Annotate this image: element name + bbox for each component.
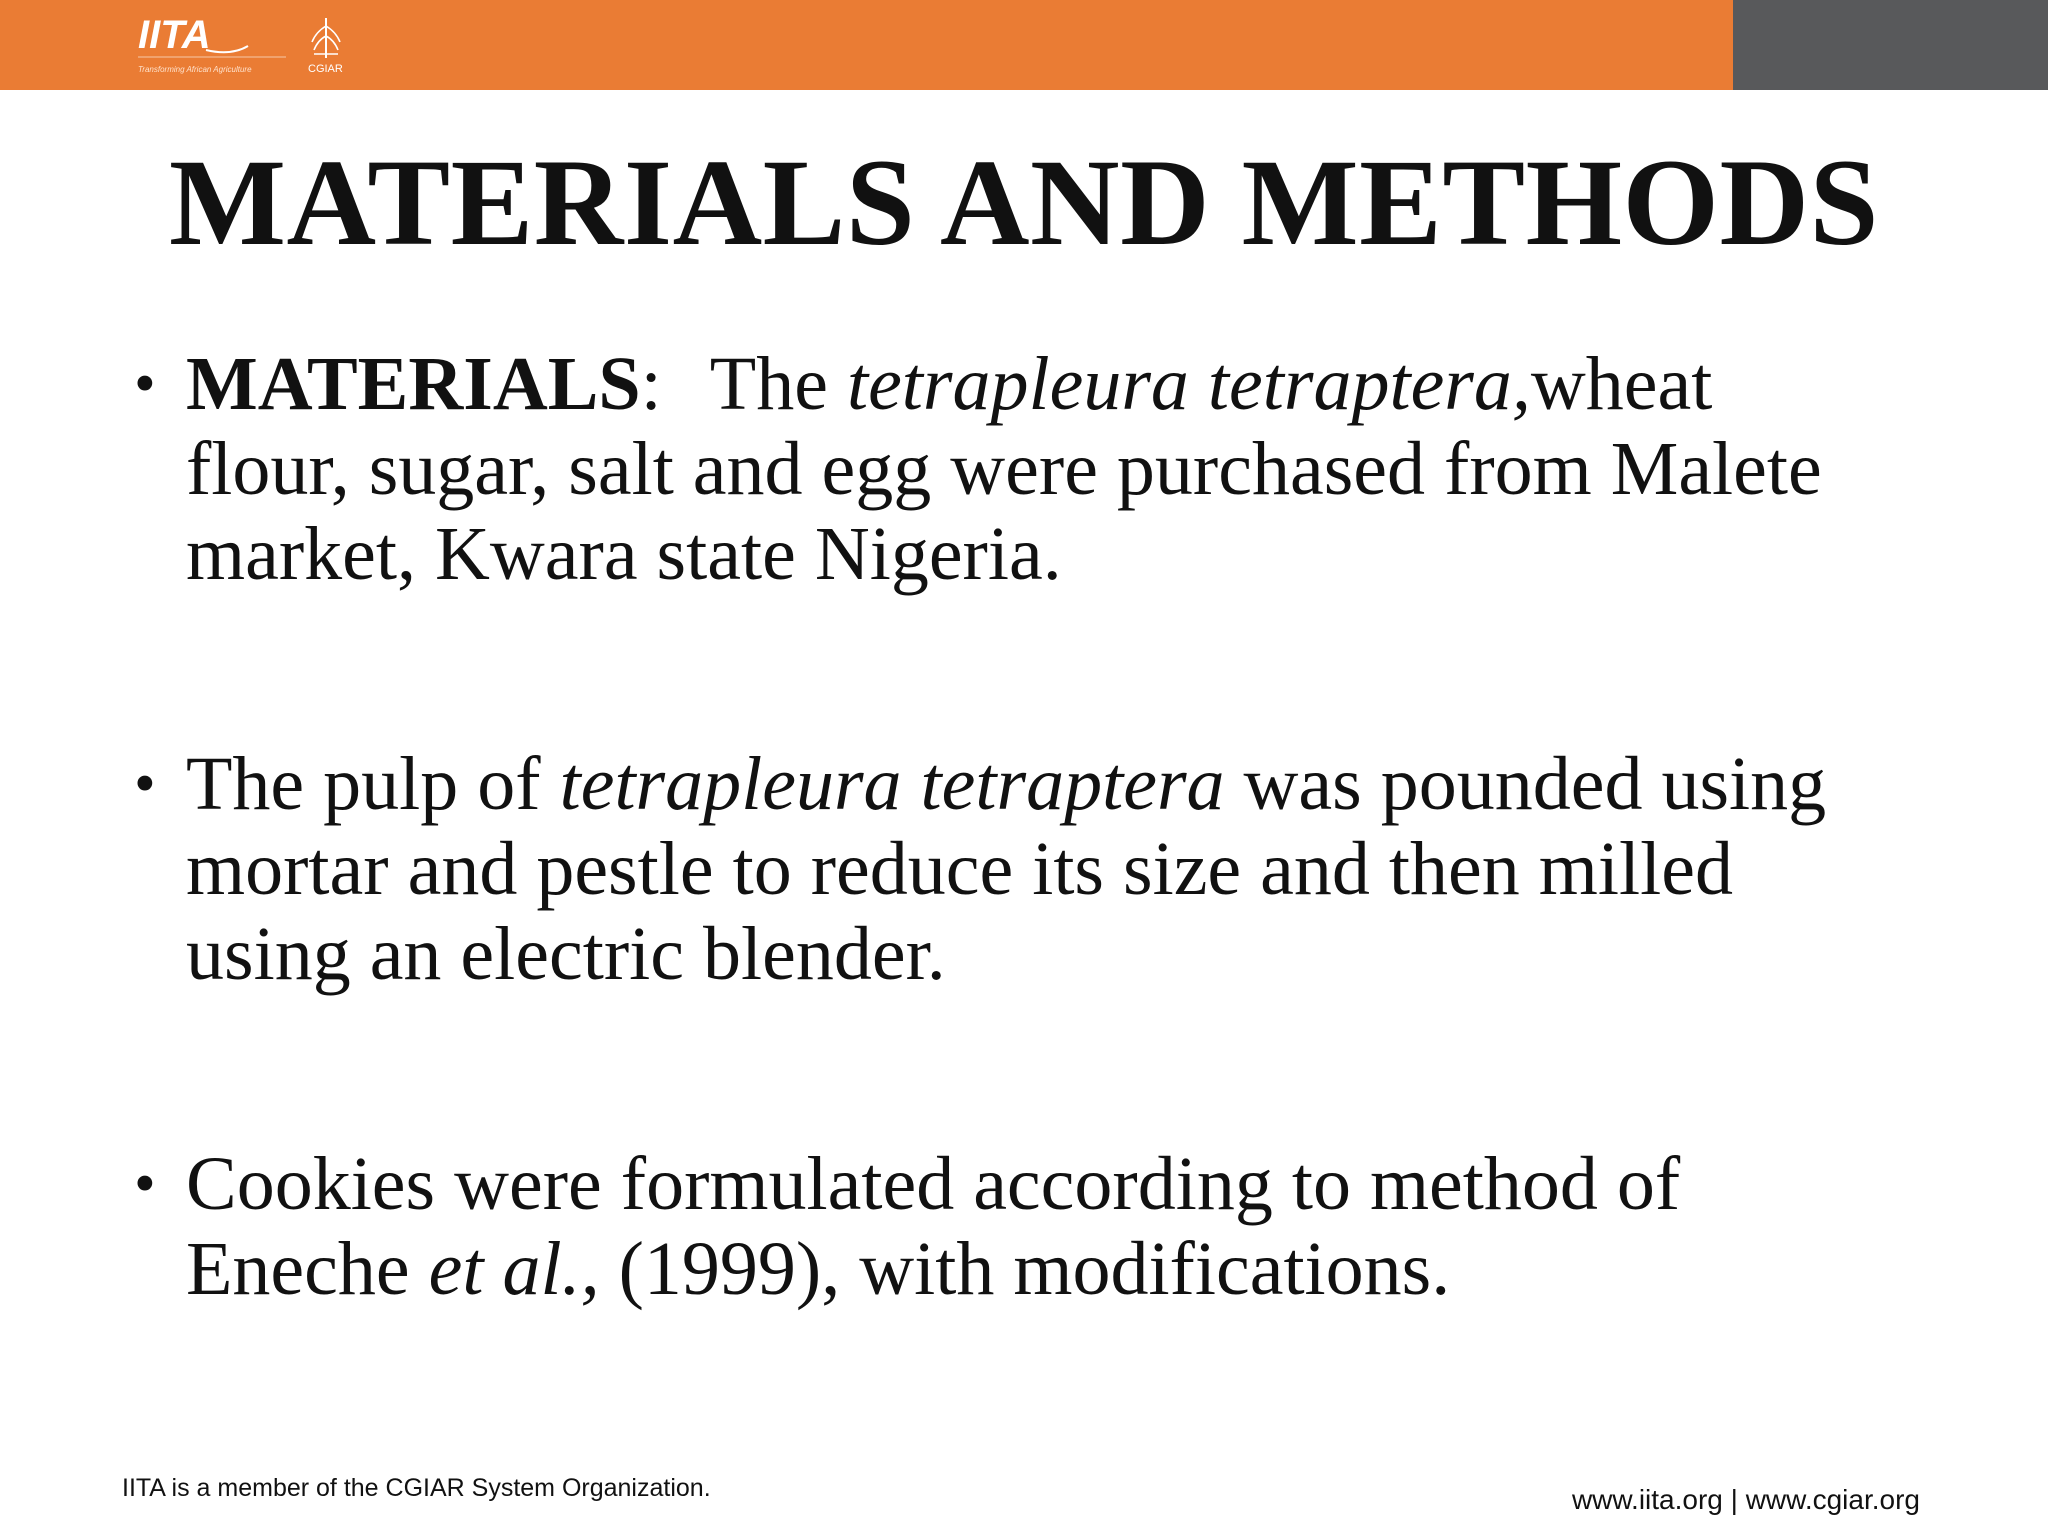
footer-website-links: www.iita.org | www.cgiar.org [1571,1484,1920,1515]
bullet-line3: using an electric blender. [186,912,946,996]
bullet-materials [134,342,1934,597]
bullet-line2-rest: (1999), with modifications. [618,1227,1451,1311]
iita-logo-tagline: Transforming African Agriculture [138,65,252,74]
species-name: tetrapleura tetraptera [559,742,1225,826]
iita-cgiar-logo [136,10,356,82]
materials-label: MATERIALS [186,342,641,426]
footer-membership-note: IITA is a member of the CGIAR System Organization. [122,1474,711,1502]
bullet-line1-rest: wheat [1530,342,1713,426]
bullet-dot-icon: • [134,350,156,418]
bullet-line2: mortar and pestle to reduce its size and then milled [186,827,1733,911]
cgiar-emblem-icon [312,18,340,58]
cgiar-logo-text: CGIAR [308,63,343,75]
bullet-line1-rest: was pounded using [1243,742,1827,826]
citation-et-al: et al., [428,1227,600,1311]
bullet-pulp-preparation [134,742,1934,997]
logo-graphic [136,10,356,82]
bullet-dot-icon: • [134,1150,156,1218]
bullet-body [186,1142,1934,1312]
bullet-line2: flour, sugar, salt and egg were purchased from Malete [186,427,1822,511]
bullet-dot-icon: • [134,750,156,818]
citation-author: Eneche [186,1227,410,1311]
iita-logo-text: IITA [138,13,211,57]
bullet-lead-text: The [709,342,828,426]
bullet-line3: market, Kwara state Nigeria. [186,512,1062,596]
bullet-body [186,742,1934,997]
bullet-lead-text: The pulp of [186,742,541,826]
bullet-line1: Cookies were formulated according to method of [186,1142,1681,1226]
species-name: tetrapleura tetraptera, [846,342,1531,426]
header-corner-block [1733,0,2048,90]
label-colon: : [640,342,662,426]
bullet-cookie-formulation [134,1142,1934,1312]
slide-title: MATERIALS AND METHODS [169,134,1879,271]
bullet-body [186,342,1934,597]
